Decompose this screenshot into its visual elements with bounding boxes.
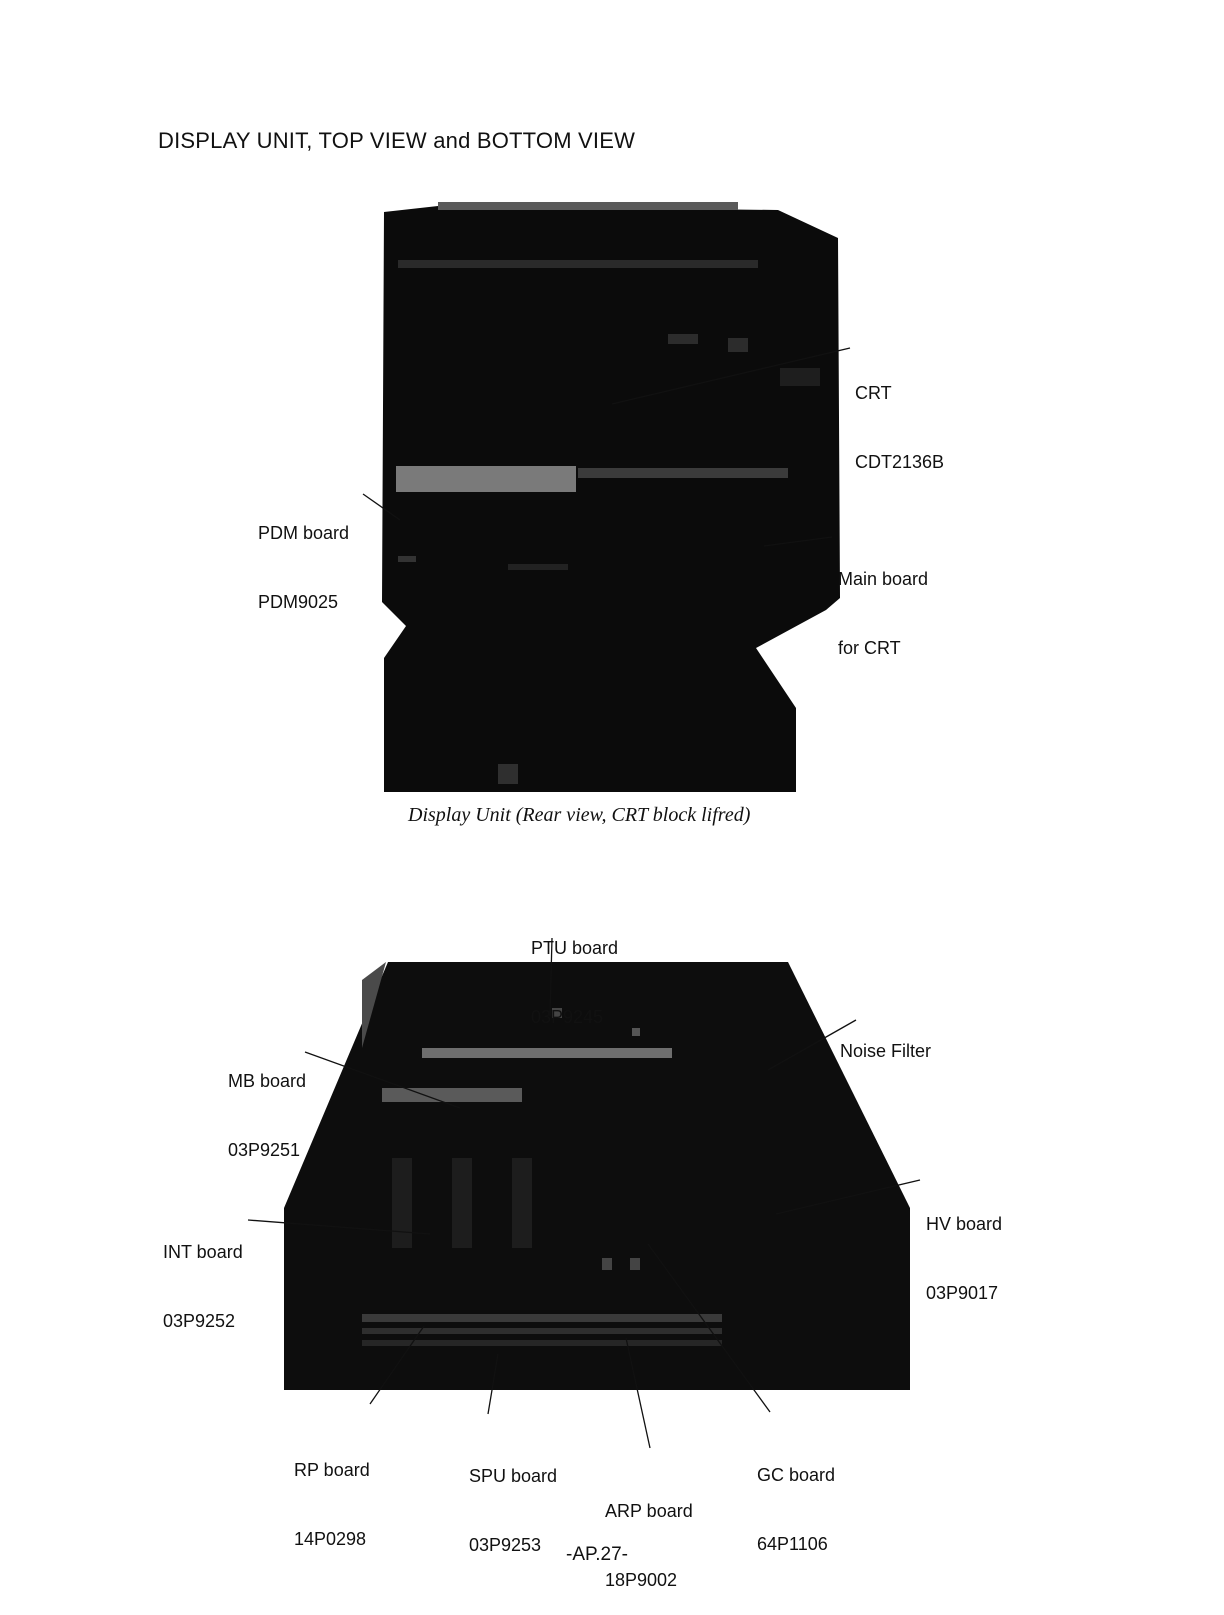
spu-board-label-code: 03P9253 — [469, 1535, 542, 1555]
crt-label — [855, 336, 944, 497]
spu-board-label — [469, 1419, 557, 1580]
mb-board-label — [228, 1024, 306, 1185]
display-unit-rear-photo — [378, 198, 850, 794]
top-figure-caption: Display Unit (Rear view, CRT block lifred) — [408, 804, 751, 826]
main-board-label — [838, 522, 928, 683]
int-board-label — [163, 1195, 243, 1356]
gc-board-label — [757, 1418, 835, 1579]
crt-label-name: CRT — [855, 383, 892, 403]
main-board-label-code: for CRT — [838, 638, 901, 658]
page-number: -AP.27- — [566, 1544, 628, 1565]
int-board-label-name: INT board — [163, 1242, 243, 1262]
int-board-label-code: 03P9252 — [163, 1311, 236, 1331]
gc-board-label-name: GC board — [757, 1465, 836, 1485]
rp-board-label-name: RP board — [294, 1460, 370, 1480]
noise-filter-label — [840, 994, 931, 1086]
ptu-board-label — [531, 891, 618, 1052]
pdm-board-label-name: PDM board — [258, 523, 350, 543]
pdm-board-label-code: PDM9025 — [258, 592, 339, 612]
mb-board-label-name: MB board — [228, 1071, 307, 1091]
rp-board-label — [294, 1413, 370, 1574]
pdm-board-label — [258, 476, 349, 637]
ptu-board-label-code: 03P9245 — [531, 1007, 604, 1027]
rp-board-label-code: 14P0298 — [294, 1529, 367, 1549]
ptu-board-label-name: PTU board — [531, 938, 619, 958]
crt-label-code: CDT2136B — [855, 452, 945, 472]
hv-board-label — [926, 1167, 1002, 1328]
page-title: DISPLAY UNIT, TOP VIEW and BOTTOM VIEW — [158, 128, 636, 153]
main-board-label-name: Main board — [838, 569, 929, 589]
arp-board-label-name: ARP board — [605, 1501, 693, 1521]
arp-board-label-code: 18P9002 — [605, 1570, 678, 1590]
noise-filter-label-name: Noise Filter — [840, 1041, 932, 1061]
mb-board-label-code: 03P9251 — [228, 1140, 301, 1160]
hv-board-label-code: 03P9017 — [926, 1283, 999, 1303]
spu-board-label-name: SPU board — [469, 1466, 558, 1486]
gc-board-label-code: 64P1106 — [757, 1534, 828, 1554]
arp-board-label — [605, 1454, 693, 1615]
hv-board-label-name: HV board — [926, 1214, 1003, 1234]
